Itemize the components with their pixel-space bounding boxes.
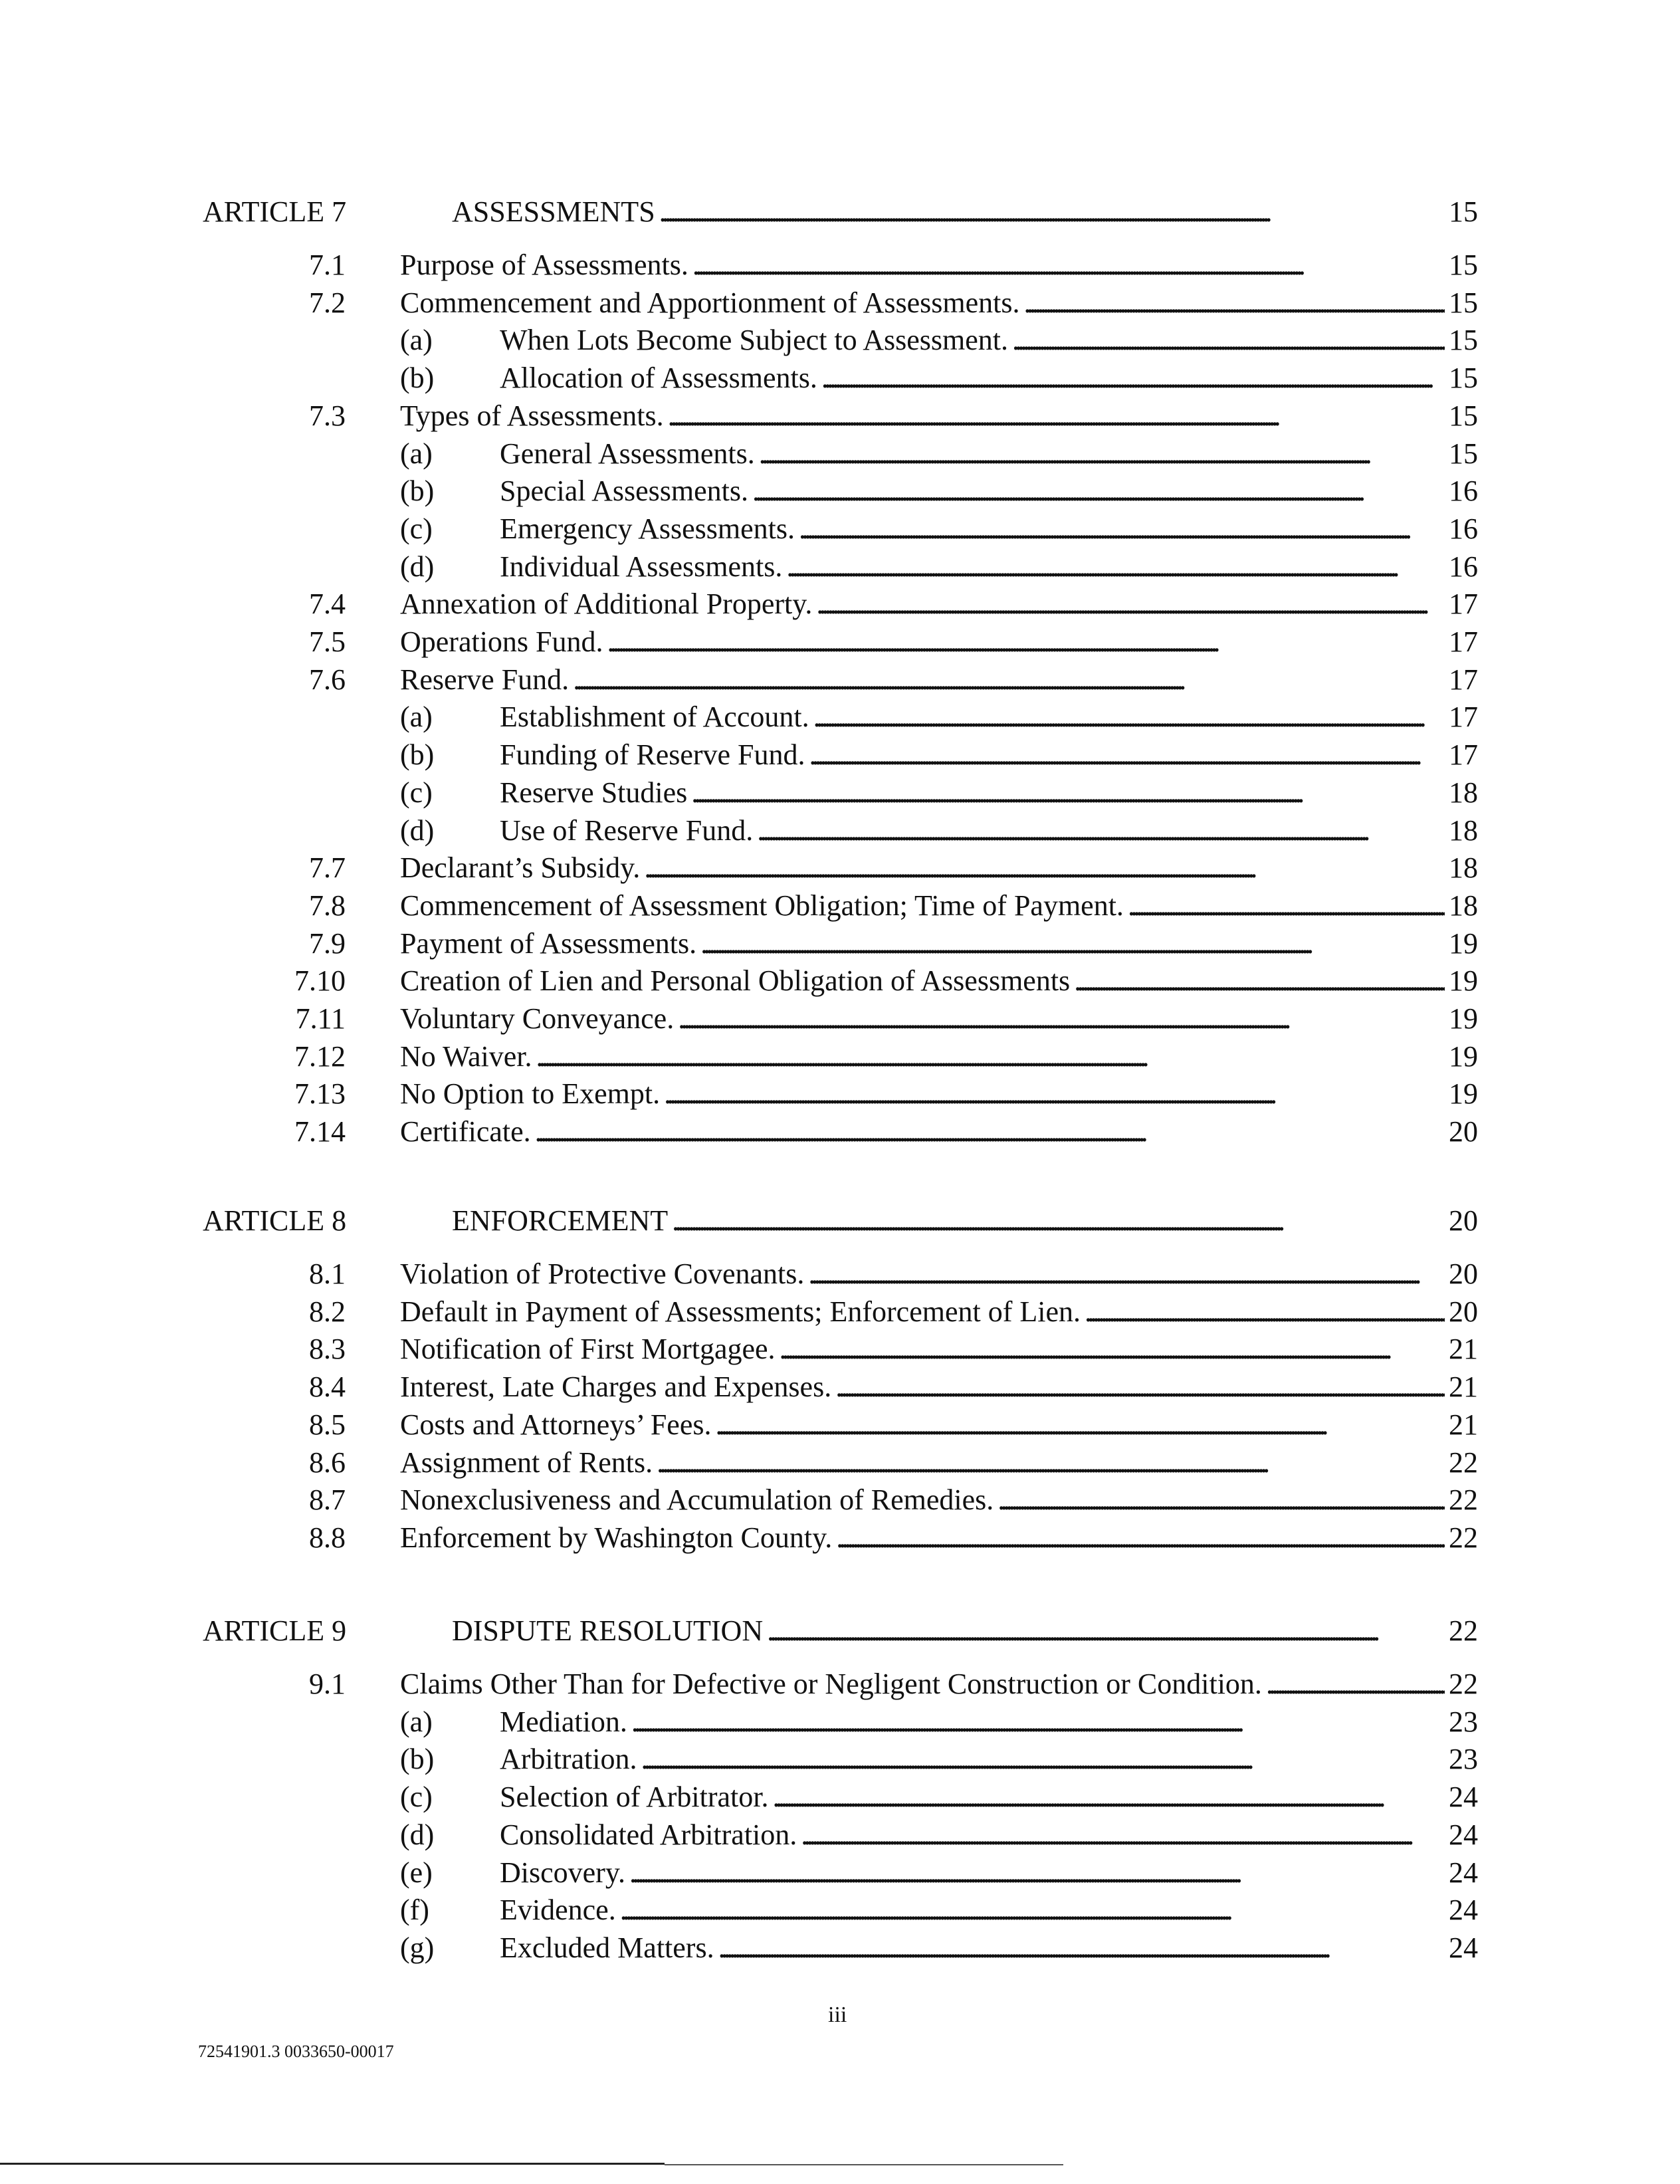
section-title: Claims Other Than for Defective or Negligent Construction or Condition.	[400, 1668, 1262, 1700]
subsection-letter: (c)	[400, 776, 433, 809]
page-ref: 15	[1449, 324, 1478, 356]
dot-leader	[1085, 1293, 1445, 1331]
dot-leader	[641, 1740, 1445, 1779]
subsection-entry-row[interactable]	[500, 1740, 1478, 1779]
dot-leader	[672, 1202, 1445, 1240]
dot-leader	[808, 1255, 1445, 1293]
subsection-title: Arbitration.	[500, 1743, 637, 1775]
section-entry-row[interactable]	[400, 887, 1478, 925]
section-number: 7.12	[294, 1040, 346, 1073]
section-entry-row[interactable]	[400, 1075, 1478, 1113]
dot-leader	[813, 698, 1445, 736]
page-ref: 21	[1449, 1333, 1478, 1365]
section-number: 8.2	[309, 1295, 346, 1328]
section-number: 8.5	[309, 1408, 346, 1441]
article-title: ENFORCEMENT	[452, 1204, 669, 1237]
subsection-entry-row[interactable]	[500, 435, 1478, 473]
section-entry-row[interactable]	[400, 1519, 1478, 1557]
subsection-title: Consolidated Arbitration.	[500, 1818, 797, 1851]
subsection-entry-row[interactable]	[500, 472, 1478, 510]
dot-leader	[536, 1037, 1445, 1076]
page-ref: 15	[1449, 286, 1478, 319]
dot-leader	[1012, 321, 1445, 360]
dot-leader	[772, 1778, 1445, 1816]
dot-leader	[835, 1368, 1445, 1406]
dot-leader	[759, 435, 1445, 473]
dot-leader	[1128, 887, 1445, 925]
page-ref: 16	[1449, 550, 1478, 583]
subsection-letter: (b)	[400, 738, 435, 771]
section-number: 7.3	[309, 399, 346, 432]
section-number: 7.8	[309, 889, 346, 922]
subsection-title: Emergency Assessments.	[500, 512, 795, 545]
dot-leader	[718, 1929, 1445, 1967]
section-number: 7.14	[294, 1115, 346, 1148]
dot-leader	[836, 1519, 1445, 1557]
page-ref: 19	[1449, 1077, 1478, 1110]
dot-leader	[692, 246, 1445, 284]
subsection-letter: (a)	[400, 324, 433, 356]
scan-edge-line	[665, 2164, 1063, 2165]
section-entry-row[interactable]	[400, 925, 1478, 963]
subsection-entry-row[interactable]	[500, 321, 1478, 360]
subsection-entry-row[interactable]	[500, 359, 1478, 397]
subsection-entry-row[interactable]	[500, 812, 1478, 850]
section-number: 9.1	[309, 1668, 346, 1700]
subsection-entry-row[interactable]	[500, 736, 1478, 774]
section-title: Declarant’s Subsidy.	[400, 851, 641, 884]
section-number: 7.1	[309, 249, 346, 281]
document-id: 72541901.3 0033650-00017	[198, 2042, 394, 2061]
section-title: Reserve Fund.	[400, 663, 570, 696]
dot-leader	[631, 1703, 1445, 1741]
dot-leader	[629, 1854, 1445, 1892]
section-number: 8.7	[309, 1483, 346, 1516]
dot-leader	[573, 661, 1445, 699]
section-title: Violation of Protective Covenants.	[400, 1257, 805, 1290]
section-title: Payment of Assessments.	[400, 927, 697, 960]
page-ref: 19	[1449, 1040, 1478, 1073]
subsection-title: Evidence.	[500, 1894, 616, 1926]
page-ref: 17	[1449, 588, 1478, 620]
page-ref: 18	[1449, 889, 1478, 922]
page-ref: 22	[1449, 1521, 1478, 1554]
subsection-title: Funding of Reserve Fund.	[500, 738, 805, 771]
article-title: DISPUTE RESOLUTION	[452, 1614, 764, 1647]
subsection-letter: (d)	[400, 550, 435, 583]
page-number: iii	[828, 2003, 847, 2027]
dot-leader	[809, 736, 1445, 774]
page-ref: 18	[1449, 851, 1478, 884]
dot-leader	[821, 359, 1445, 397]
page-ref: 20	[1449, 1115, 1478, 1148]
page-ref: 19	[1449, 964, 1478, 997]
article-label: ARTICLE 9	[203, 1614, 347, 1647]
section-entry-row[interactable]	[400, 1255, 1478, 1293]
section-title: Certificate.	[400, 1115, 531, 1148]
page-ref: 15	[1449, 399, 1478, 432]
section-number: 8.6	[309, 1446, 346, 1479]
section-entry-row[interactable]	[400, 397, 1478, 435]
page-ref: 16	[1449, 475, 1478, 507]
subsection-entry-row[interactable]	[500, 698, 1478, 736]
article-heading-row[interactable]	[452, 1612, 1478, 1650]
subsection-letter: (c)	[400, 1781, 433, 1813]
section-number: 7.6	[309, 663, 346, 696]
section-title: No Option to Exempt.	[400, 1077, 661, 1110]
subsection-letter: (a)	[400, 1705, 433, 1738]
section-entry-row[interactable]	[400, 1293, 1478, 1331]
section-entry-row[interactable]	[400, 623, 1478, 661]
page-ref: 22	[1449, 1483, 1478, 1516]
page-ref: 23	[1449, 1705, 1478, 1738]
section-entry-row[interactable]	[400, 1665, 1478, 1703]
section-entry-row[interactable]	[400, 284, 1478, 322]
dot-leader	[1074, 962, 1445, 1000]
subsection-entry-row[interactable]	[500, 548, 1478, 586]
section-number: 7.10	[294, 964, 346, 997]
dot-leader	[678, 1000, 1445, 1038]
dot-leader	[757, 812, 1445, 850]
subsection-title: Individual Assessments.	[500, 550, 783, 583]
page-ref: 16	[1449, 512, 1478, 545]
dot-leader	[752, 472, 1445, 510]
section-entry-row[interactable]	[400, 849, 1478, 887]
page-ref: 24	[1449, 1894, 1478, 1926]
subsection-letter: (b)	[400, 475, 435, 507]
section-title: Operations Fund.	[400, 625, 603, 658]
dot-leader	[801, 1816, 1445, 1854]
section-entry-row[interactable]	[400, 1444, 1478, 1482]
article-title: ASSESSMENTS	[452, 195, 655, 228]
page-ref: 20	[1449, 1257, 1478, 1290]
article-heading-row[interactable]	[452, 193, 1478, 231]
subsection-title: Use of Reserve Fund.	[500, 814, 754, 847]
page-ref: 17	[1449, 625, 1478, 658]
dot-leader	[780, 1330, 1445, 1368]
section-number: 7.4	[309, 588, 346, 620]
subsection-letter: (d)	[400, 1818, 435, 1851]
section-title: Notification of First Mortgagee.	[400, 1333, 776, 1365]
subsection-title: Discovery.	[500, 1856, 625, 1889]
subsection-letter: (d)	[400, 814, 435, 847]
dot-leader	[786, 548, 1445, 586]
page-ref: 19	[1449, 1002, 1478, 1035]
scan-edge-line	[0, 2163, 665, 2165]
page-ref: 15	[1449, 437, 1478, 470]
page-ref: 24	[1449, 1856, 1478, 1889]
section-entry-row[interactable]	[400, 1368, 1478, 1406]
subsection-letter: (b)	[400, 362, 435, 394]
subsection-letter: (g)	[400, 1931, 435, 1964]
section-number: 7.13	[294, 1077, 346, 1110]
page-ref: 22	[1449, 1446, 1478, 1479]
subsection-letter: (f)	[400, 1894, 429, 1926]
subsection-letter: (b)	[400, 1743, 435, 1775]
section-entry-row[interactable]	[400, 1113, 1478, 1151]
dot-leader	[700, 925, 1445, 963]
section-number: 8.3	[309, 1333, 346, 1365]
page-ref: 15	[1449, 362, 1478, 394]
section-title: Costs and Attorneys’ Fees.	[400, 1408, 712, 1441]
dot-leader	[664, 1075, 1445, 1113]
section-entry-row[interactable]	[400, 1000, 1478, 1038]
subsection-entry-row[interactable]	[500, 1891, 1478, 1929]
section-entry-row[interactable]	[400, 661, 1478, 699]
subsection-entry-row[interactable]	[500, 1778, 1478, 1816]
subsection-title: Mediation.	[500, 1705, 627, 1738]
dot-leader	[607, 623, 1445, 661]
section-number: 7.7	[309, 851, 346, 884]
section-title: Nonexclusiveness and Accumulation of Remedies.	[400, 1483, 994, 1516]
page-ref: 17	[1449, 663, 1478, 696]
page-ref: 20	[1449, 1204, 1478, 1237]
dot-leader	[535, 1113, 1445, 1151]
subsection-entry-row[interactable]	[500, 510, 1478, 548]
section-number: 7.2	[309, 286, 346, 319]
subsection-entry-row[interactable]	[500, 1703, 1478, 1741]
subsection-entry-row[interactable]	[500, 1816, 1478, 1854]
subsection-title: Selection of Arbitrator.	[500, 1781, 769, 1813]
subsection-letter: (a)	[400, 437, 433, 470]
page-ref: 18	[1449, 776, 1478, 809]
section-entry-row[interactable]	[400, 246, 1478, 284]
subsection-title: Establishment of Account.	[500, 701, 809, 733]
section-entry-row[interactable]	[400, 1037, 1478, 1076]
dot-leader	[767, 1612, 1445, 1650]
subsection-letter: (a)	[400, 701, 433, 733]
section-number: 8.1	[309, 1257, 346, 1290]
page-ref: 24	[1449, 1818, 1478, 1851]
dot-leader	[659, 193, 1445, 231]
dot-leader	[998, 1481, 1445, 1519]
page-ref: 19	[1449, 927, 1478, 960]
subsection-title: Special Assessments.	[500, 475, 748, 507]
subsection-title: When Lots Become Subject to Assessment.	[500, 324, 1008, 356]
dot-leader	[644, 849, 1445, 887]
dot-leader	[1023, 284, 1445, 322]
section-number: 7.5	[309, 625, 346, 658]
section-title: Creation of Lien and Personal Obligation of Assessments	[400, 964, 1071, 997]
subsection-entry-row[interactable]	[500, 774, 1478, 812]
page-ref: 21	[1449, 1370, 1478, 1403]
section-number: 8.8	[309, 1521, 346, 1554]
section-title: No Waiver.	[400, 1040, 532, 1073]
page-ref: 17	[1449, 701, 1478, 733]
page-ref: 20	[1449, 1295, 1478, 1328]
dot-leader	[716, 1406, 1445, 1444]
section-title: Annexation of Additional Property.	[400, 588, 813, 620]
dot-leader	[1266, 1665, 1445, 1703]
section-title: Voluntary Conveyance.	[400, 1002, 675, 1035]
page-ref: 24	[1449, 1931, 1478, 1964]
subsection-title: Reserve Studies	[500, 776, 688, 809]
page-ref: 24	[1449, 1781, 1478, 1813]
section-entry-row[interactable]	[400, 1406, 1478, 1444]
dot-leader	[816, 585, 1445, 623]
dot-leader	[657, 1444, 1445, 1482]
subsection-entry-row[interactable]	[500, 1854, 1478, 1892]
page-ref: 18	[1449, 814, 1478, 847]
dot-leader	[691, 774, 1445, 812]
page-ref: 15	[1449, 249, 1478, 281]
page-ref: 21	[1449, 1408, 1478, 1441]
section-title: Interest, Late Charges and Expenses.	[400, 1370, 832, 1403]
dot-leader	[668, 397, 1445, 435]
page-ref: 22	[1449, 1614, 1478, 1647]
section-title: Enforcement by Washington County.	[400, 1521, 833, 1554]
subsection-title: Allocation of Assessments.	[500, 362, 817, 394]
article-label: ARTICLE 7	[203, 195, 347, 228]
section-number: 7.11	[295, 1002, 346, 1035]
dot-leader	[620, 1891, 1445, 1929]
section-number: 8.4	[309, 1370, 346, 1403]
section-title: Assignment of Rents.	[400, 1446, 653, 1479]
section-number: 7.9	[309, 927, 346, 960]
section-title: Commencement of Assessment Obligation; Time of Payment.	[400, 889, 1124, 922]
section-title: Commencement and Apportionment of Assessments.	[400, 286, 1020, 319]
section-title: Types of Assessments.	[400, 399, 664, 432]
article-heading-row[interactable]	[452, 1202, 1478, 1240]
section-entry-row[interactable]	[400, 1481, 1478, 1519]
page-ref: 15	[1449, 195, 1478, 228]
section-title: Default in Payment of Assessments; Enforcement of Lien.	[400, 1295, 1081, 1328]
section-entry-row[interactable]	[400, 962, 1478, 1000]
subsection-entry-row[interactable]	[500, 1929, 1478, 1967]
page-ref: 23	[1449, 1743, 1478, 1775]
page-ref: 17	[1449, 738, 1478, 771]
section-title: Purpose of Assessments.	[400, 249, 688, 281]
subsection-letter: (e)	[400, 1856, 433, 1889]
article-label: ARTICLE 8	[203, 1204, 347, 1237]
subsection-title: General Assessments.	[500, 437, 755, 470]
subsection-letter: (c)	[400, 512, 433, 545]
section-entry-row[interactable]	[400, 585, 1478, 623]
page-ref: 22	[1449, 1668, 1478, 1700]
dot-leader	[799, 510, 1445, 548]
section-entry-row[interactable]	[400, 1330, 1478, 1368]
subsection-title: Excluded Matters.	[500, 1931, 714, 1964]
